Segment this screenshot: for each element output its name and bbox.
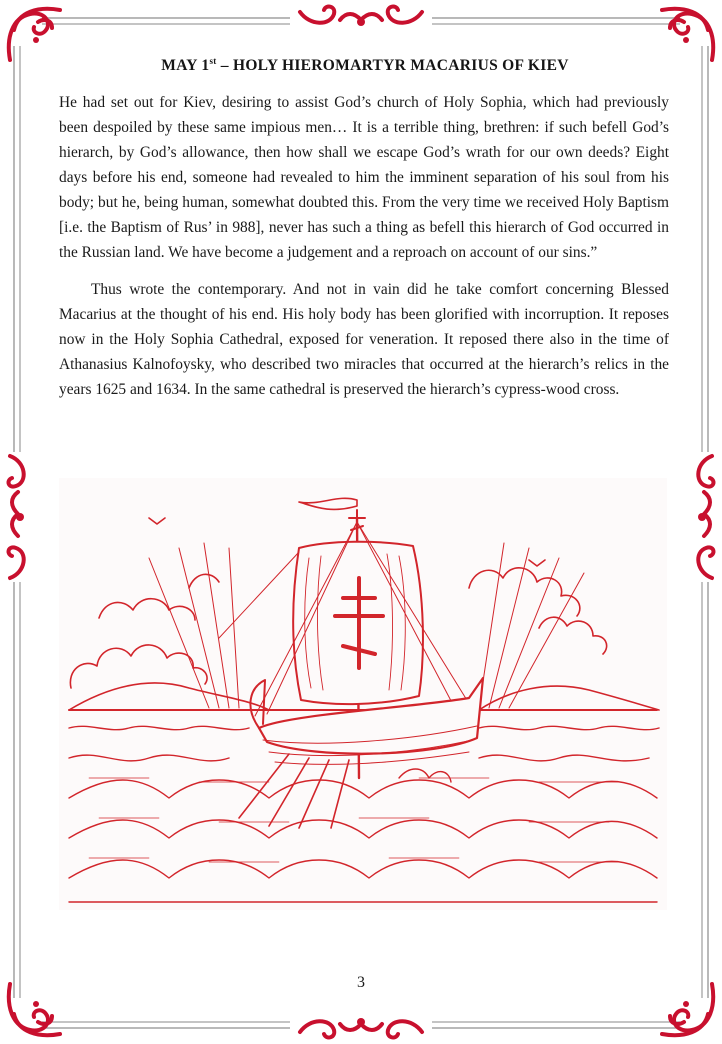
left-middle-ornament xyxy=(4,452,34,582)
right-middle-ornament xyxy=(688,452,718,582)
title-text: MAY 1 xyxy=(161,57,210,75)
title-ordinal-suffix: st xyxy=(209,56,217,66)
paragraph-2: Thus wrote the contemporary. And not in vain did he take comfort concerning Blessed Macarius at the thought of his end. His holy body has been glorified with incorruption. It reposes now in the Holy Sophia Cathedral, exposed for veneration. It reposed there also in the time of Athanasius Kalnofoysky, who described two miracles that occurred at the hierarch’s relics in the years 1625 and 1634. In the same cathedral is preserved the hierarch’s cypress-wood cross. xyxy=(59,281,669,398)
ship-illustration xyxy=(59,478,667,910)
page-number: 3 xyxy=(357,974,365,991)
article-body xyxy=(59,90,669,414)
title-text-rest: – HOLY HIEROMARTYR MACARIUS OF KIEV xyxy=(216,57,569,75)
bottom-center-ornament xyxy=(290,1012,432,1038)
paragraph-1: He had set out for Kiev, desiring to assist God’s church of Holy Sophia, which had previously been despoiled by these same impious men… It is a terrible thing, brethren: if such befell God’s hierarch, by God’s allowance, then how shall we escape God’s wrath for our own deeds? Eight days before his end, someone had revealed to him the imminent separation of his soul from his body; but he, being human, somewhat doubted this. From the very time we received Holy Baptism [i.e. the Baptism of Rus’ in 988], never has such a thing as befell this hierarch of God occurred in the Russian land. We have become a judgement and a reproach on account of our sins.” xyxy=(59,94,669,261)
page-title xyxy=(60,56,670,75)
top-center-ornament xyxy=(290,6,432,32)
